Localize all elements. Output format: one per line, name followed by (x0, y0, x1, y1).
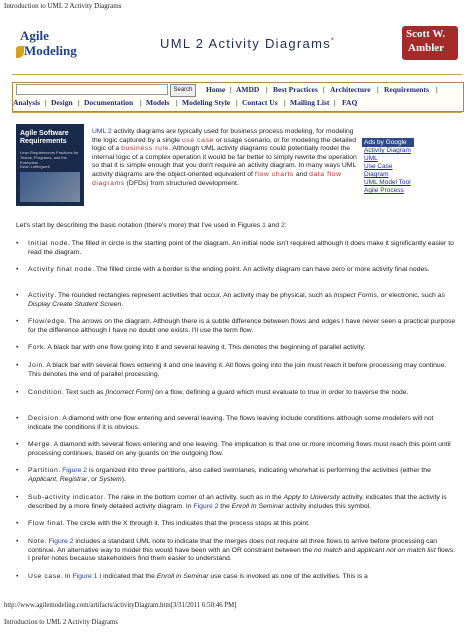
bullet-icon: • (16, 494, 19, 501)
desc: and (342, 546, 358, 554)
list-item (16, 318, 456, 335)
book-cover-illustration (20, 172, 80, 202)
term: Activity final node (28, 266, 93, 273)
page-title-mark: * (331, 37, 336, 45)
list-item (16, 344, 456, 353)
bullet-icon: • (16, 240, 19, 247)
desc: , (55, 475, 60, 483)
term: Condition (28, 389, 63, 396)
desc: is organized into three partitions, also called swimlanes, indicating who/what is performing the activities (either the (87, 467, 431, 474)
term: Initial node (28, 240, 69, 247)
desc-italic: Display Create Student Screen (28, 300, 122, 308)
desc: . Text such as (62, 389, 106, 396)
bullet-icon: • (16, 389, 19, 396)
logo-left-line2: Modeling (24, 43, 77, 58)
bullet-icon: • (16, 344, 19, 351)
nav-divider (12, 112, 462, 113)
term: Join (28, 362, 43, 369)
desc: . The rounded rectangles represent activities that occur. An activity may be physical, such as (54, 292, 334, 299)
nav-models[interactable]: Models (146, 98, 170, 107)
term: Use case (28, 573, 62, 580)
desc: . A diamond with one flow entering and several leaving. The flows leaving include conditions although some modelers will not indicate the conditions if it is obvious. (28, 415, 434, 431)
nav-separator: | (377, 85, 379, 94)
scott-ambler-logo[interactable] (402, 26, 458, 60)
intro-text: (DFDs) from structured development. (124, 179, 239, 187)
agile-modeling-logo[interactable] (14, 24, 82, 64)
desc: , or (87, 475, 100, 483)
nav-modeling-style[interactable]: Modeling Style (182, 98, 231, 107)
list-item (16, 389, 456, 398)
desc: . A black bar with several flows entering it and one leaving it. All flows going into the join must reach it before processing may continue. This denotes the end of parallel processing. (28, 362, 447, 378)
desc-italic: Registrar (59, 475, 88, 483)
desc: . (121, 300, 124, 308)
nav-analysis[interactable]: Analysis (13, 98, 41, 107)
desc: . (58, 467, 63, 474)
desc-italic: no match (314, 546, 342, 554)
search-input[interactable] (16, 84, 168, 95)
nav-separator: | (436, 85, 438, 94)
figure-1-link[interactable]: Figure 1 (72, 573, 98, 580)
flow-charts-link[interactable]: flow charts (254, 170, 294, 178)
bullet-icon: • (16, 266, 19, 273)
browser-tab-title: Introduction to UML 2 Activity Diagrams (4, 2, 122, 10)
desc: ). (121, 475, 126, 483)
desc: . (44, 538, 49, 545)
term: Sub-activity indicator (28, 494, 104, 501)
data-flow-diagrams-link[interactable]: data flow diagrams (92, 170, 342, 187)
footer-title: Introduction to UML 2 Activity Diagrams (4, 619, 118, 626)
footer-url: http://www.agilemodeling.com/artifacts/activityDiagram.htm[3/31/2011 6:50:46 PM] (4, 602, 237, 609)
desc-italic: System (99, 475, 122, 483)
figure-2-link[interactable]: Figure 2 (48, 538, 74, 545)
nav-design[interactable]: Design (51, 98, 73, 107)
bullet-icon: • (16, 573, 19, 580)
list-item (16, 266, 456, 275)
figure-1-link[interactable]: 1 (262, 222, 266, 229)
ads-panel (362, 138, 414, 195)
business-rule-link[interactable]: business rule (121, 145, 169, 153)
figure-2-link[interactable]: Figure 2 (193, 502, 219, 510)
list-item (16, 415, 456, 432)
lead-paragraph (16, 222, 456, 231)
desc: . The arrows on the diagram. Although there is a subtle difference between flows and edges I have never seen a practical purpose for the difference although I have no doubt one exists. I'll use the term flow. (28, 318, 456, 334)
nav-separator: | (236, 98, 238, 107)
desc: . A diamond with several flows entering and one leaving. The implication is that one or more incoming flows must reach this point until processing continues, based on any guards on the outgoing flow. (28, 441, 451, 457)
desc: . The rake in the bottom corner of an activity, such as in the (103, 494, 284, 501)
bullet-icon: • (16, 467, 19, 474)
nav-separator: | (230, 85, 232, 94)
term: Activity (28, 292, 55, 299)
bullet-icon: • (16, 520, 19, 527)
term: Flow final (28, 520, 63, 527)
logo-right-line2: Ambler (408, 42, 445, 54)
search-button[interactable]: Search (170, 84, 196, 97)
list-item (16, 538, 456, 564)
nav-separator: | (78, 98, 80, 107)
intro-text: and (293, 170, 310, 178)
term: Partition (28, 467, 59, 474)
desc-italic: [Incorrect Form] (105, 389, 154, 396)
nav-separator: | (334, 98, 336, 107)
ads-heading[interactable]: Ads by Google (362, 138, 414, 147)
nav-separator: | (266, 85, 268, 94)
term: Note (28, 538, 45, 545)
desc-italic: Enroll In Seminar (231, 502, 284, 510)
desc: . The circle with the X through it. This indicates that the process stops at this point. (62, 520, 310, 527)
header-divider (12, 74, 462, 75)
ad-link-agile-process[interactable]: Agile Process (364, 187, 404, 194)
desc: activity includes this symbol. (283, 502, 372, 510)
uml2-link[interactable]: UML 2 (92, 128, 112, 135)
page-title-text: UML 2 Activity Diagrams (160, 36, 332, 51)
intro-paragraph (92, 128, 358, 188)
logo-left-line1: Agile (20, 28, 49, 43)
list-item (16, 292, 456, 309)
desc: . In (61, 573, 73, 580)
figure-2-link[interactable]: Figure 2 (62, 467, 88, 474)
use-case-link[interactable]: use case (181, 136, 214, 144)
nav-requirements[interactable]: Requirements (384, 85, 429, 94)
desc-italic: Apply to University (283, 494, 340, 501)
bullet-icon: • (16, 318, 19, 325)
intro-text: activity diagrams are typically used for business process modeling, for modeling the logic captured by a single (92, 128, 354, 144)
term: Flow/edge (28, 318, 65, 325)
ad-link-uml-model-tool[interactable]: UML Model Tool (364, 179, 411, 186)
nav-contact-us[interactable]: Contact Us (242, 98, 278, 107)
desc-italic: Applicant (28, 475, 56, 483)
bullet-icon: • (16, 292, 19, 299)
ad-link-activity-diagram[interactable]: Activity Diagram (364, 147, 411, 154)
list-item (16, 362, 456, 379)
desc: . The filled circle with a border is the ending point. An activity diagram can have zero or more activity final nodes. (92, 266, 430, 273)
list-item (16, 520, 456, 529)
list-item (16, 240, 456, 257)
term: Merge (28, 441, 51, 448)
nav-architecture[interactable]: Architecture (330, 85, 371, 94)
bullet-icon: • (16, 362, 19, 369)
nav-separator: | (176, 98, 178, 107)
bullet-icon: • (16, 538, 19, 545)
logo-swoosh-icon (16, 46, 24, 58)
desc: activity, indicates that the activity is described by a more finely detailed activity diagram. In (28, 494, 447, 510)
bullet-icon: • (16, 415, 19, 422)
ad-link-use-case-diagram[interactable]: Use Case Diagram (364, 163, 393, 178)
lead-text: Let's start by describing the basic notation (there's more) that I've used in Figures (16, 222, 263, 229)
nav-faq[interactable]: FAQ (342, 98, 358, 107)
figure-2-link[interactable]: 2 (280, 222, 285, 229)
desc: use case is invoked as one of the activities. This is a (208, 573, 368, 580)
book-author: Dean Leffingwell (20, 164, 50, 169)
page-title (160, 36, 335, 51)
list-item (16, 467, 456, 484)
nav-mailing-list[interactable]: Mailing List (290, 98, 330, 107)
ad-link-uml[interactable]: UML (364, 155, 378, 162)
book-title: Agile Software Requirements (20, 130, 69, 145)
desc: flows. I prefer notes because stakeholders find them easier to understand. (28, 546, 455, 563)
list-item (16, 494, 456, 511)
lead-text: and (265, 222, 281, 229)
desc: the (218, 502, 232, 510)
book-subtitle: Lean Requirements Practices for Teams, Programs, and the Enterprise (20, 150, 79, 165)
desc: . A black bar with one flow going into it and several leaving it. This denotes the beginning of parallel activity. (44, 344, 366, 351)
desc: on a flow, defining a guard which must evaluate to true in order to traverse the node. (153, 389, 409, 396)
desc-italic: Enroll in Seminar (156, 573, 209, 580)
desc: includes a standard UML note to indicate that the merges does not require all three flows to arrive before processing can continue. An alternative way to model this would have been with an OR constraint between the (28, 538, 438, 554)
logo-right-line1: Scott W. (406, 28, 446, 40)
term: Decision (28, 415, 59, 422)
desc: I indicated that the (97, 573, 157, 580)
list-item (16, 441, 456, 458)
book-cover-image[interactable] (16, 124, 84, 206)
desc: , or electronic, such as (376, 292, 445, 299)
nav-documentation[interactable]: Documentation (84, 98, 134, 107)
nav-separator: | (284, 98, 286, 107)
desc-italic: Inspect Forms (333, 292, 377, 299)
lead-text: : (284, 222, 287, 229)
nav-best-practices[interactable]: Best Practices (273, 85, 318, 94)
intro-text: . Although UML activity diagrams could potentially model the internal logic of a complex operation it would be far better to simply rewrite the operation so that it is simple enough that you don't require an activity diagram. In many ways UML activity diagrams are the object-oriented equivalent of (92, 145, 357, 178)
desc: . The filled in circle is the starting point of the diagram. An initial node isn't required although it does make it significantly easier to read the diagram. (28, 240, 454, 256)
term: Fork (28, 344, 44, 351)
nav-separator: | (140, 98, 142, 107)
bullet-icon: • (16, 441, 19, 448)
nav-amdd[interactable]: AMDD (236, 85, 260, 94)
intro-text: or usage scenario, or for modeling the detailed logic of a (92, 136, 357, 153)
nav-home[interactable]: Home (206, 85, 226, 94)
nav-separator: | (323, 85, 325, 94)
list-item (16, 573, 456, 582)
desc-italic: applicant not on match list (357, 546, 436, 554)
nav-separator: | (45, 98, 47, 107)
